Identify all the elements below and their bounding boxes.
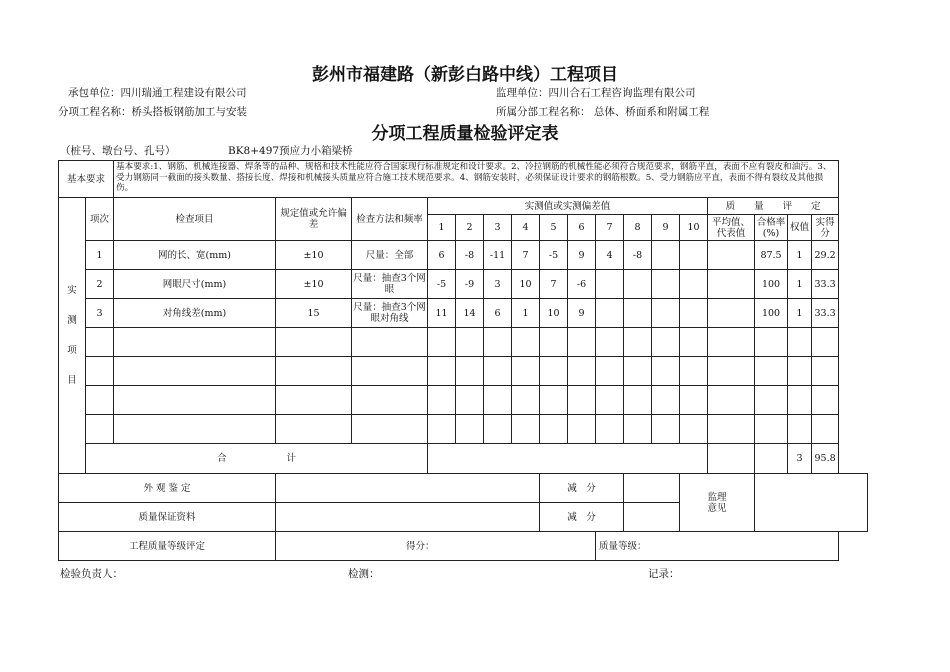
row-weight: 1 [788,270,812,299]
total-score: 95.8 [812,444,839,474]
supervision-label: 监理意见 [680,474,755,532]
total-row [59,444,868,474]
row-val [624,299,652,328]
row-val: -8 [624,241,652,270]
row-weight: 1 [788,299,812,328]
header-col: 4 [512,215,540,241]
row-score: 33.3 [812,299,839,328]
row-spec: ±10 [276,241,352,270]
table-row [59,270,868,299]
row-method: 尺量：抽查3个网眼 [352,270,428,299]
row-method: 尺量：全部 [352,241,428,270]
row-val [680,270,708,299]
basic-req-label: 基本要求 [59,161,114,198]
grade-label: 工程质量等级评定 [59,532,276,561]
row-val [652,270,680,299]
table-row [59,241,868,270]
row-spec: ±10 [276,270,352,299]
row-val: 10 [540,299,568,328]
row-avg [708,299,755,328]
empty-row [59,357,868,386]
row-val [680,299,708,328]
sub-project-name: 分项工程名称：桥头搭板钢筋加工与安装 [58,106,247,118]
appearance-label: 外 观 鉴 定 [59,474,276,503]
row-val: 9 [568,241,596,270]
row-score: 33.3 [812,270,839,299]
header-avg: 平均值、代表值 [708,215,755,241]
footer-tester: 检测： [348,568,380,580]
header-measured: 实测值或实测偏差值 [428,198,708,215]
row-rate: 100 [755,299,788,328]
quality-grade-field: 质量等级： [596,532,839,561]
row-val: 14 [456,299,484,328]
row-avg [708,270,755,299]
row-val [624,270,652,299]
row-val: 7 [540,270,568,299]
row-item: 网的长、宽(mm) [114,241,276,270]
total-weight: 3 [788,444,812,474]
supervisor: 监理单位：四川合石工程咨询监理有限公司 [496,87,696,99]
row-spec: 15 [276,299,352,328]
header-method: 检查方法和频率 [352,198,428,241]
header-col: 2 [456,215,484,241]
row-val: 3 [484,270,512,299]
header-item-no: 项次 [86,198,114,241]
header-col: 9 [652,215,680,241]
quality-doc-label: 质量保证资料 [59,503,276,532]
row-score: 29.2 [812,241,839,270]
row-val: 11 [428,299,456,328]
form-title: 分项工程质量检验评定表 [371,124,559,144]
header-pass-rate: 合格率(%) [755,215,788,241]
header-col: 3 [484,215,512,241]
row-val [652,299,680,328]
row-val [596,299,624,328]
division-name: 所属分部工程名称： 总体、桥面系和附属工程 [496,106,710,118]
quality-doc-deduct-label: 减 分 [540,503,624,532]
row-no: 3 [86,299,114,328]
row-val: 9 [568,299,596,328]
row-val: -8 [456,241,484,270]
row-val: 6 [484,299,512,328]
row-rate: 87.5 [755,241,788,270]
row-val: -5 [540,241,568,270]
row-val: 10 [512,270,540,299]
row-val: -11 [484,241,512,270]
empty-row [59,386,868,415]
footer-recorder: 记录： [648,568,680,580]
row-val: 1 [512,299,540,328]
header-col: 10 [680,215,708,241]
row-item: 对角线差(mm) [114,299,276,328]
header-check-item: 检查项目 [114,198,276,241]
header-quality: 质 量 评 定 [708,198,839,215]
table-row [59,299,868,328]
row-val: 4 [596,241,624,270]
header-col: 7 [596,215,624,241]
row-method: 尺量：抽查3个网眼对角线 [352,299,428,328]
row-val: 7 [512,241,540,270]
location-value: BK8+497预应力小箱梁桥 [228,145,353,157]
row-no: 1 [86,241,114,270]
row-val [680,241,708,270]
row-val: -9 [456,270,484,299]
row-val [596,270,624,299]
header-col: 1 [428,215,456,241]
row-no: 2 [86,270,114,299]
row-avg [708,241,755,270]
header-score: 实得分 [812,215,839,241]
row-val [652,241,680,270]
header-col: 5 [540,215,568,241]
contractor: 承包单位：四川瑞通工程建设有限公司 [68,87,247,99]
header-col: 6 [568,215,596,241]
header-col: 8 [624,215,652,241]
header-spec: 规定值或允许偏差 [276,198,352,241]
empty-row [59,328,868,357]
inspection-table [58,160,868,561]
page-title: 彭州市福建路（新彭白路中线）工程项目 [312,65,618,85]
row-item: 网眼尺寸(mm) [114,270,276,299]
footer-inspector: 检验负责人： [60,568,123,580]
side-label: 实 测 项 目 [59,198,86,474]
row-weight: 1 [788,241,812,270]
row-val: 6 [428,241,456,270]
row-val: -6 [568,270,596,299]
row-val: -5 [428,270,456,299]
row-rate: 100 [755,270,788,299]
score-field: 得分： [276,532,596,561]
header-weight: 权值 [788,215,812,241]
empty-row [59,415,868,444]
location-label: （桩号、墩台号、孔号） [60,145,176,157]
total-label: 合 计 [86,444,428,474]
basic-req-text: 基本要求:1、钢筋、机械连接器、焊条等的品种、规格和技术性能应符合国家现行标准规定和设计要求。2、冷拉钢筋的机械性能必须符合规范要求，钢筋平直，表面不应有裂皮和油污。3、受力钢筋同一截面的接头数量、搭接长度、焊接和机械接头质量应符合施工技术规范要求。4、钢筋安装时，必须保证设计要求的钢筋根数。5、受力钢筋应平直，表面不得有裂纹及其他损伤。 [114,161,839,198]
appearance-deduct-label: 减 分 [540,474,624,503]
